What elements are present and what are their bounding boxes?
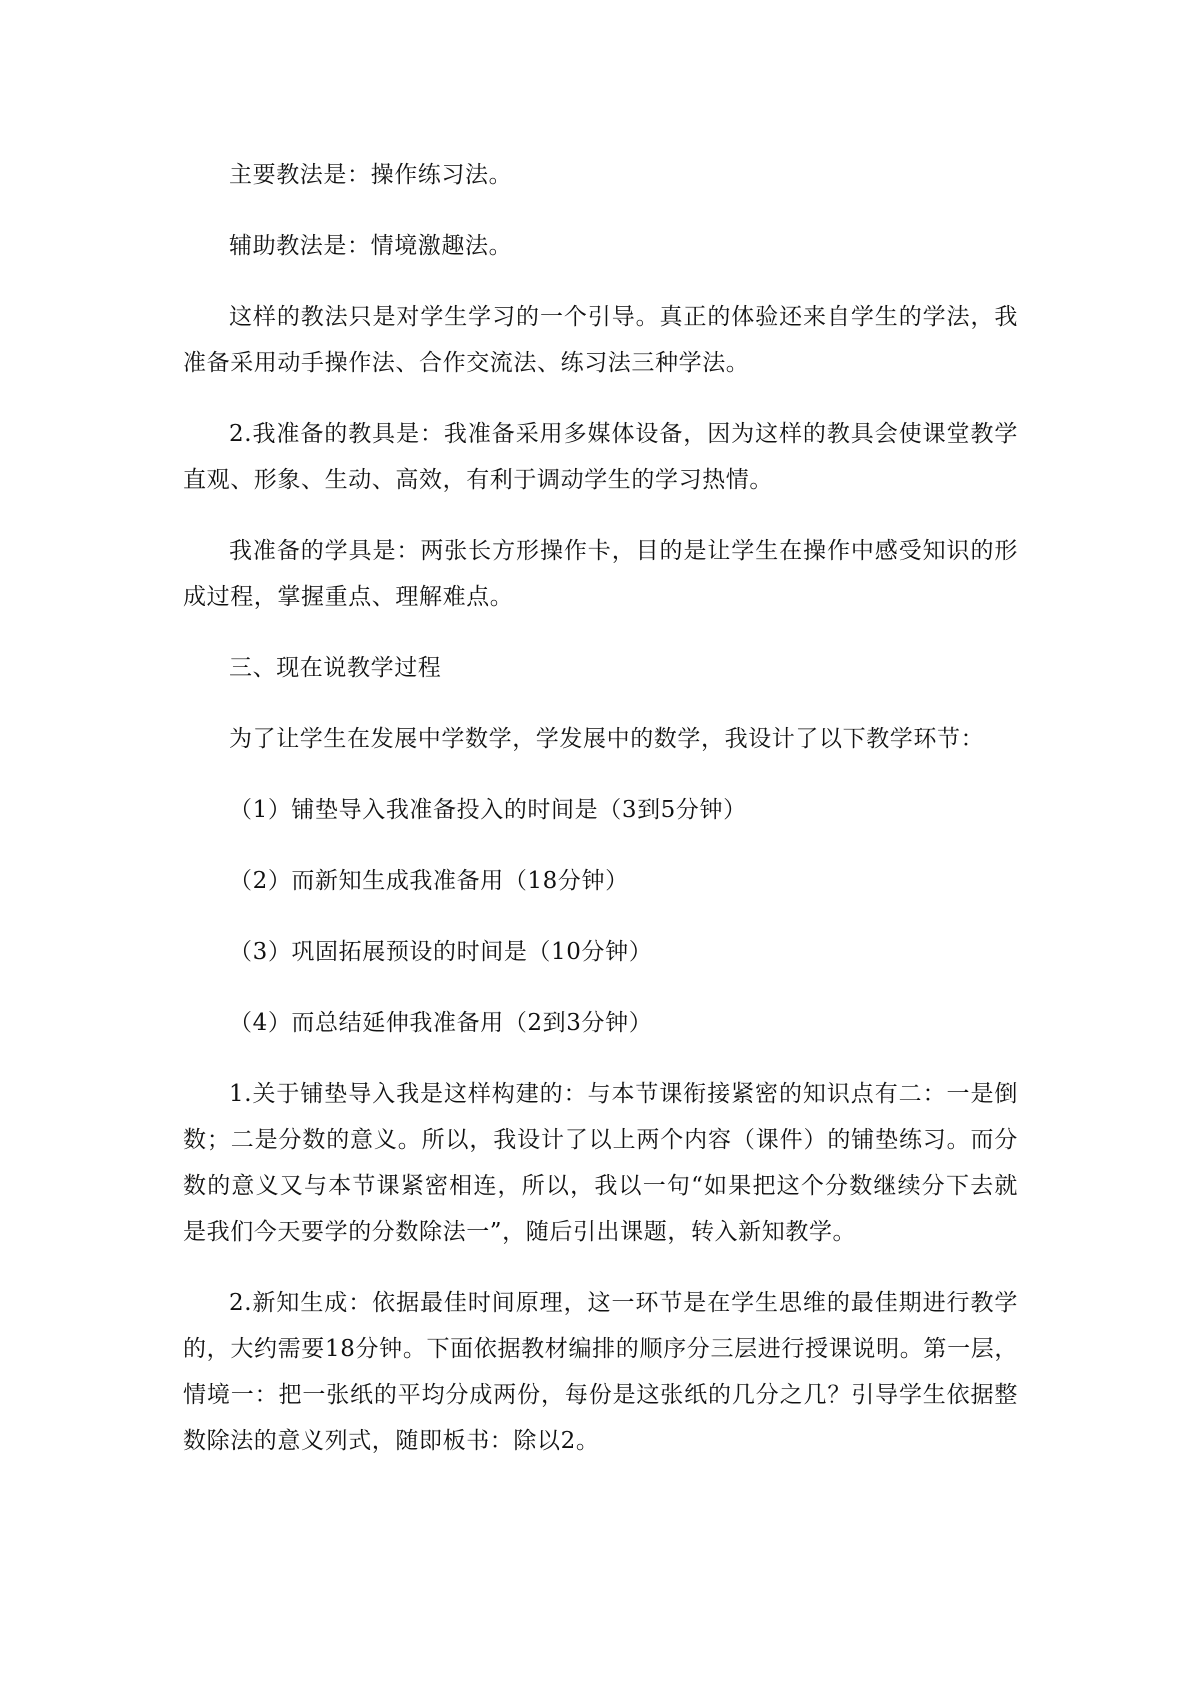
paragraph-teaching-tools: 2.我准备的教具是：我准备采用多媒体设备，因为这样的教具会使课堂教学直观、形象、生动、高效，有利于调动学生的学习热情。 — [183, 421, 1018, 493]
section-heading-process: 三、现在说教学过程 — [229, 655, 442, 681]
paragraph-design-intro: 为了让学生在发展中学数学，学发展中的数学，我设计了以下教学环节： — [229, 726, 985, 752]
paragraph-main-method: 主要教法是：操作练习法。 — [229, 162, 513, 188]
list-item-step-4: （4）而总结延伸我准备用（2到3分钟） — [229, 1010, 653, 1036]
document-page — [183, 152, 1018, 1464]
paragraph-lead-in: 1.关于铺垫导入我是这样构建的：与本节课衔接紧密的知识点有二：一是倒数；二是分数的意义。所以，我设计了以上两个内容（课件）的铺垫练习。而分数的意义又与本节课紧密相连，所以，我以一句“如果把这个分数继续分下去就是我们今天要学的分数除法一”，随后引出课题，转入新知教学。 — [183, 1081, 1018, 1245]
list-item-step-1: （1）铺垫导入我准备投入的时间是（3到5分钟） — [229, 797, 747, 823]
paragraph-aux-method: 辅助教法是：情境激趣法。 — [229, 233, 513, 259]
paragraph-learning-tools: 我准备的学具是：两张长方形操作卡，目的是让学生在操作中感受知识的形成过程，掌握重点、理解难点。 — [183, 538, 1018, 610]
paragraph-learning-methods: 这样的教法只是对学生学习的一个引导。真正的体验还来自学生的学法，我准备采用动手操作法、合作交流法、练习法三种学法。 — [183, 304, 1018, 376]
list-item-step-3: （3）巩固拓展预设的时间是（10分钟） — [229, 939, 653, 965]
list-item-step-2: （2）而新知生成我准备用（18分钟） — [229, 868, 629, 894]
paragraph-new-knowledge: 2.新知生成：依据最佳时间原理，这一环节是在学生思维的最佳期进行教学的，大约需要18分钟。下面依据教材编排的顺序分三层进行授课说明。第一层，情境一：把一张纸的平均分成两份，每份是这张纸的几分之几？引导学生依据整数除法的意义列式，随即板书：除以2。 — [183, 1290, 1018, 1454]
